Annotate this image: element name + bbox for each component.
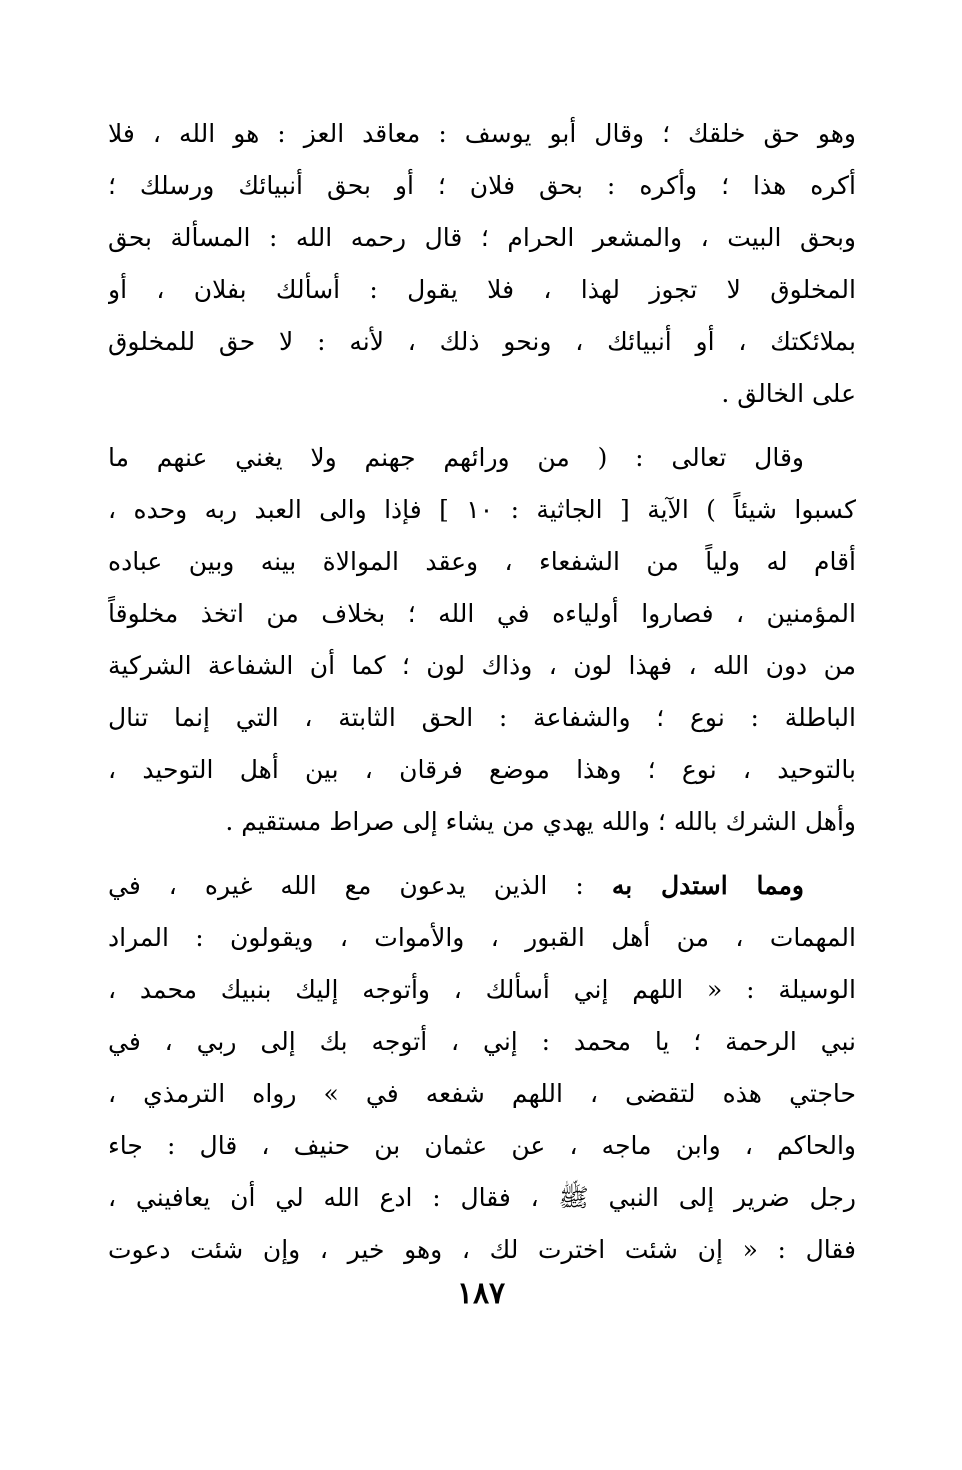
text-line: رجل ضرير إلى النبي ﷺ ، فقال : ادع الله لي أن يعافيني ، xyxy=(108,1183,856,1212)
paragraph-2 xyxy=(108,432,856,848)
paragraph-spacer xyxy=(108,420,856,432)
paragraph-3 xyxy=(108,860,856,1276)
text-line: حاجتي هذه لتقضى ، اللهم شفعه في » رواه الترمذي ، xyxy=(108,1079,856,1108)
text-line: الوسيلة : « اللهم إني أسألك ، وأتوجه إليك بنبيك محمد ، xyxy=(108,975,856,1004)
text-line: كسبوا شيئاً ) الآية [ الجاثية : ١٠ ] فإذا والى العبد ربه وحده ، xyxy=(108,495,856,524)
text-line: المهمات ، من أهل القبور ، والأموات ، ويقولون : المراد xyxy=(108,923,856,952)
text-line: وهو حق خلقك ؛ وقال أبو يوسف : معاقد العز : هو الله ، فلا xyxy=(108,119,856,148)
text-line: وقال تعالى : ( من ورائهم جهنم ولا يغني عنهم ما xyxy=(108,443,804,472)
page-number: ١٨٧ xyxy=(456,1276,506,1311)
text-run: : الذين يدعون مع الله غيره ، في xyxy=(108,871,612,900)
text-line: أكره هذا ؛ وأكره : بحق فلان ؛ أو بحق أنبيائك ورسلك ؛ xyxy=(108,171,856,200)
text-line: وبحق البيت ، والمشعر الحرام ؛ قال رحمه الله : المسألة بحق xyxy=(108,223,856,252)
text-line: على الخالق . xyxy=(721,379,856,408)
text-line: الباطلة : نوع ؛ والشفاعة : الحق الثابتة ، التي إنما تنال xyxy=(108,703,856,732)
text-line: المؤمنين ، فصاروا أولياءه في الله ؛ بخلاف من اتخذ مخلوقاً xyxy=(108,599,856,628)
text-line: بملائكتك ، أو أنبيائك ، ونحو ذلك ، لأنه : لا حق للمخلوق xyxy=(108,327,856,356)
text-line: أقام له ولياً من الشفعاء ، وعقد الموالاة بينه وبين عباده xyxy=(108,547,856,576)
text-line: من دون الله ، فهذا لون ، وذاك لون ؛ كما أن الشفاعة الشركية xyxy=(108,651,856,680)
text-line: بالتوحيد ، نوع ؛ وهذا موضع فرقان ، بين أهل التوحيد ، xyxy=(108,755,856,784)
text-line: نبي الرحمة ؛ يا محمد : إني ، أتوجه بك إلى ربي ، في xyxy=(108,1027,856,1056)
text-line: والحاكم ، وابن ماجه ، عن عثمان بن حنيف ، قال : جاء xyxy=(108,1131,856,1160)
body-text xyxy=(108,108,856,1276)
lead-phrase: ومما استدل به xyxy=(611,871,804,900)
paragraph-spacer xyxy=(108,848,856,860)
text-line: وأهل الشرك بالله ؛ والله يهدي من يشاء إلى صراط مستقيم . xyxy=(225,807,856,836)
text-line: المخلوق لا تجوز لهذا ، فلا يقول : أسألك بفلان ، أو xyxy=(108,275,856,304)
text-line: فقال : « إن شئت اخترت لك ، وهو خير ، وإن شئت دعوت xyxy=(108,1235,856,1264)
text-line xyxy=(108,860,856,912)
paragraph-1 xyxy=(108,108,856,420)
